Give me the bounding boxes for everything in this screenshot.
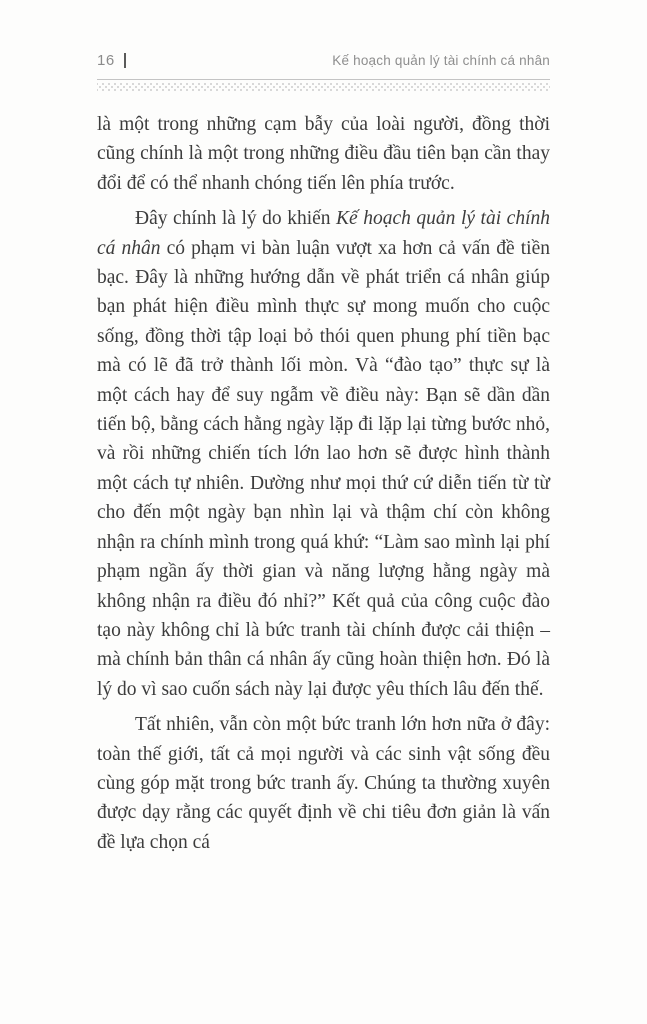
page-number: 16	[97, 51, 115, 69]
page-body	[97, 110, 550, 857]
header-left	[97, 52, 126, 69]
paragraph-text: Đây chính là lý do khiến	[135, 208, 337, 230]
paragraph: Tất nhiên, vẫn còn một bức tranh lớn hơn nữa ở đây: toàn thế giới, tất cả mọi người và các sinh vật sống đều cùng góp mặt trong bức tranh ấy. Chúng ta thường xuyên được dạy rằng các quyết định về chi tiêu đơn giản là vấn đề lựa chọn cá	[97, 714, 550, 853]
header-rule	[97, 79, 550, 80]
header-separator-bar	[124, 53, 126, 68]
paragraph	[97, 204, 550, 704]
dotted-ornament-band	[97, 83, 550, 92]
paragraph-text: có phạm vi bàn luận vượt xa hơn cả vấn đề tiền bạc. Đây là những hướng dẫn về phát triển cá nhân giúp bạn phát hiện điều mình thực sự mong muốn cho cuộc sống, đồng thời tập loại bỏ thói quen phung phí tiền bạc mà có lẽ đã trở thành lối mòn. Và “đào tạo” thực sự là một cách hay để suy ngẫm về điều này: Bạn sẽ dần dần tiến bộ, bằng cách hằng ngày lặp đi lặp lại từng bước nhỏ, và rồi những chiến tích lớn lao hơn sẽ được hình thành một cách tự nhiên. Dường như mọi thứ cứ diễn tiến từ từ cho đến một ngày bạn nhìn lại và thậm chí còn không nhận ra chính mình trong quá khứ: “Làm sao mình lại phí phạm ngần ấy thời gian và năng lượng hằng ngày mà không nhận ra điều đó nhỉ?” Kết quả của công cuộc đào tạo này không chỉ là bức tranh tài chính được cải thiện – mà chính bản thân cá nhân ấy cũng hoàn thiện hơn. Đó là lý do vì sao cuốn sách này lại được yêu thích lâu đến thế.	[97, 237, 551, 700]
page-header	[97, 50, 550, 70]
paragraph: là một trong những cạm bẫy của loài người, đồng thời cũng chính là một trong những điều đầu tiên bạn cần thay đổi để có thể nhanh chóng tiến lên phía trước.	[97, 114, 550, 194]
running-head-title: Kế hoạch quản lý tài chính cá nhân	[332, 52, 550, 68]
book-title-italic: Kế hoạch quản lý tài chính cá nhân	[97, 208, 550, 259]
